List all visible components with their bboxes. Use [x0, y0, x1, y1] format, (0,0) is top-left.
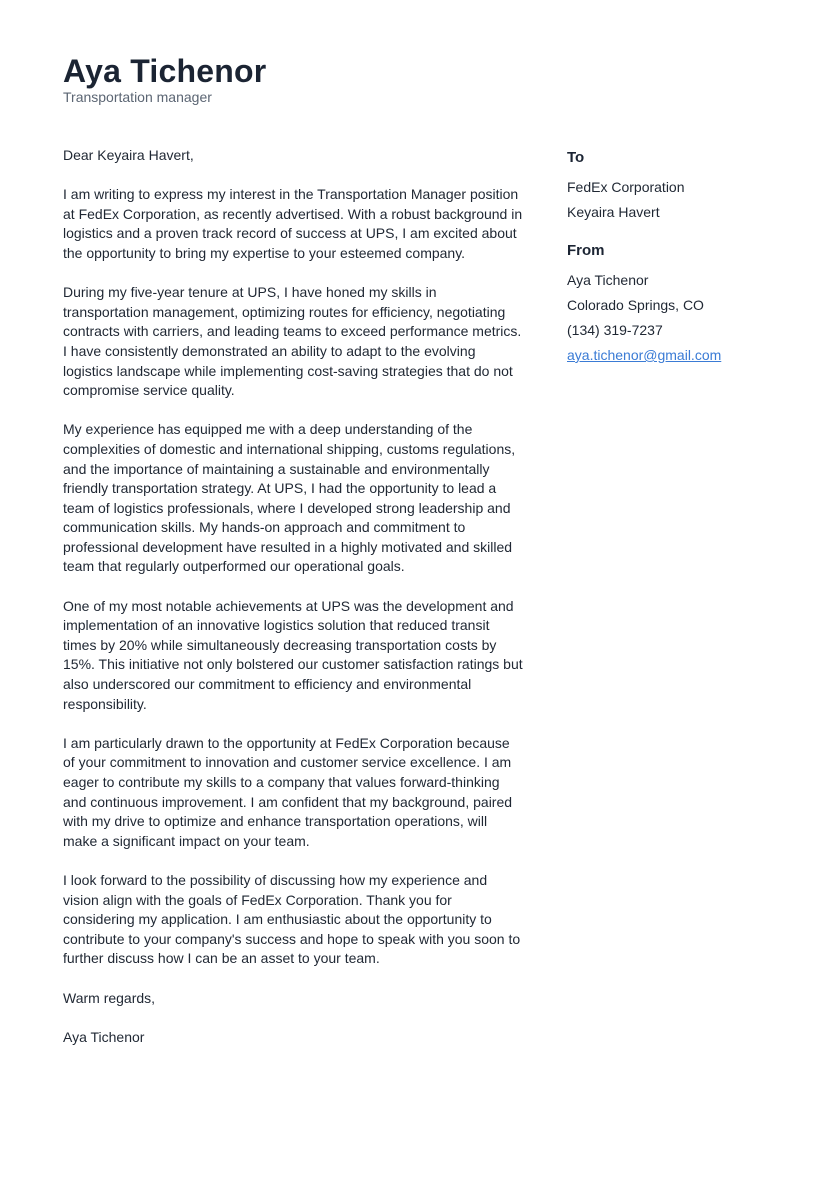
applicant-title: Transportation manager	[63, 89, 212, 105]
salutation: Dear Keyaira Havert,	[63, 147, 194, 163]
sender-name: Aya Tichenor	[567, 272, 649, 288]
to-section	[567, 148, 787, 221]
letter-body	[63, 146, 525, 1067]
from-section	[567, 241, 787, 364]
contact-sidebar	[567, 148, 787, 384]
paragraph-6: I look forward to the possibility of discussing how my experience and vision align with the goals of FedEx Corporation. Thank you for considering my application. I am enthusiastic about the opportunity to contribute to your company's success and hope to speak with you soon to further discuss how I can be an asset to your team.	[63, 871, 521, 967]
sender-email-link[interactable]: aya.tichenor@gmail.com	[567, 347, 722, 363]
paragraph-1: I am writing to express my interest in the Transportation Manager position at FedEx Corporation, as recently advertised. With a robust background in logistics and a proven track record of success at UPS, I am excited about the opportunity to bring my expertise to your esteemed company.	[63, 186, 523, 261]
letter-header	[63, 52, 266, 106]
paragraph-2: During my five-year tenure at UPS, I have honed my skills in transportation management, optimizing routes for efficiency, negotiating contracts with carriers, and leading teams to exceed performance metrics. I have consistently demonstrated an ability to adapt to the evolving logistics landscape while implementing cost-saving strategies that do not compromise service quality.	[63, 284, 522, 399]
applicant-name: Aya Tichenor	[63, 53, 267, 89]
signature: Aya Tichenor	[63, 1028, 145, 1045]
paragraph-4: One of my most notable achievements at UPS was the development and implementation of an innovative logistics solution that reduced transit times by 20% while simultaneously decreasing transportation costs by 15%. This initiative not only bolstered our customer satisfaction ratings but also underscored our commitment to efficiency and environmental responsibility.	[63, 597, 523, 712]
paragraph-5: I am particularly drawn to the opportunity at FedEx Corporation because of your commitment to innovation and customer service excellence. I am eager to contribute my skills to a company that values forward-thinking and continuous improvement. I am confident that my background, paired with my drive to optimize and enhance transportation operations, will make a significant impact on your team.	[63, 734, 513, 849]
sender-location: Colorado Springs, CO	[567, 297, 704, 313]
to-heading: To	[567, 149, 585, 166]
sender-phone: (134) 319-7237	[567, 322, 663, 338]
paragraph-3: My experience has equipped me with a deep understanding of the complexities of domestic and international shipping, customs regulations, and the importance of maintaining a sustainable and environmentally friendly transportation strategy. At UPS, I had the opportunity to lead a team of logistics professionals, where I developed strong leadership and communication skills. My hands-on approach and commitment to professional development have resulted in a highly motivated and skilled team that regularly outperformed our operational goals.	[63, 421, 516, 575]
closing: Warm regards,	[63, 989, 156, 1006]
recipient-company: FedEx Corporation	[567, 179, 685, 195]
from-heading: From	[567, 242, 605, 259]
recipient-name: Keyaira Havert	[567, 204, 660, 220]
